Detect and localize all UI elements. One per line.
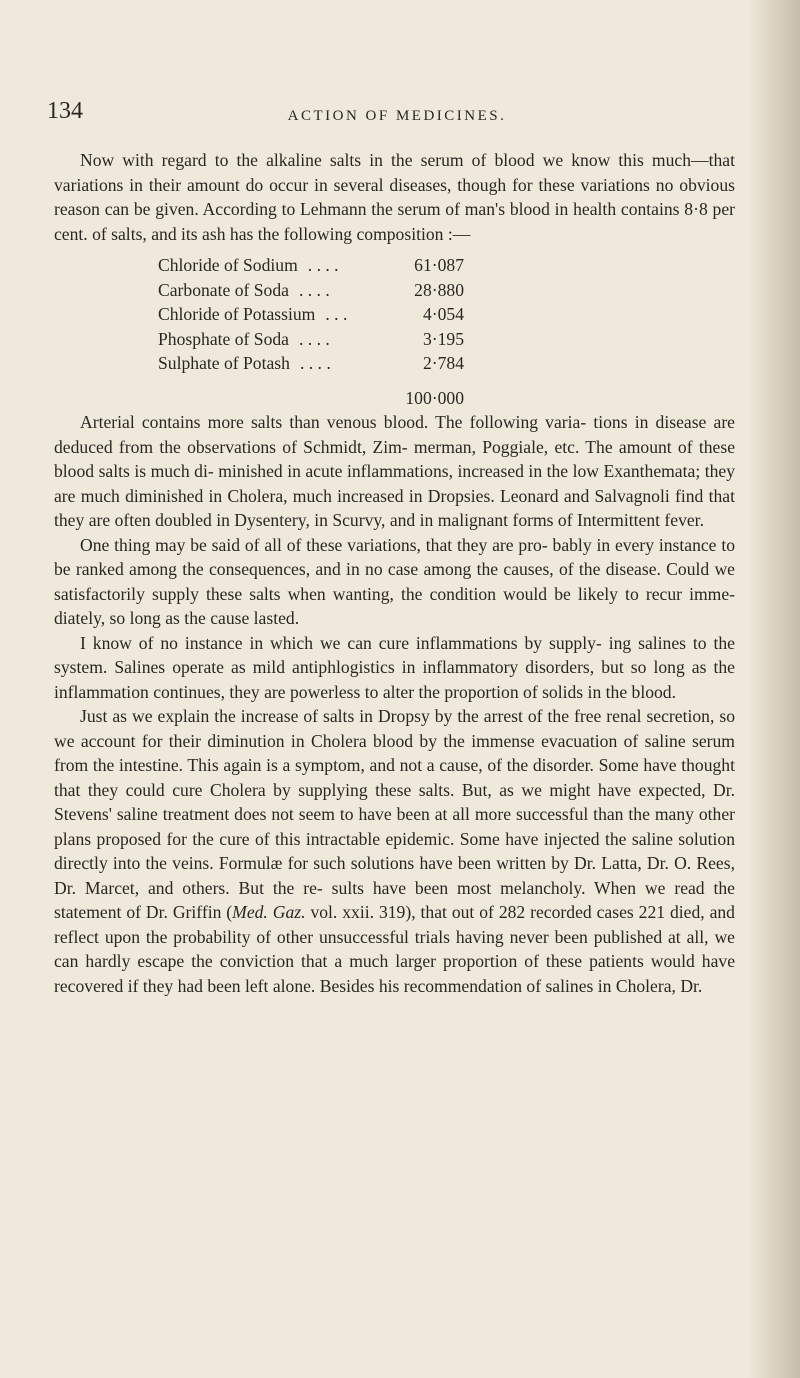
composition-total-value: 100·000 [405, 387, 464, 408]
salt-percentage: 4·054 [422, 304, 464, 324]
salt-name [158, 351, 386, 376]
cholera-text-part-2: vol. xxii. 319), that out of 282 recorded cases 221 died, and reflect upon the probability of other unsuccessful trials having never been published at all, we can hardly escape the conviction that a much larger proportion of these patients would have recovered if they had been left alone. Besides his recommendation of salines in Cholera, Dr. [54, 902, 735, 996]
composition-row [158, 351, 464, 376]
paragraph-inflammations: I know of no instance in which we can cure inflammations by supply- ing salines to the system. Salines operate as mild antiphlogistics in inflammatory disorders, but so long as the inflammation continues, they are powerless to alter the proportion of solids in the blood. [54, 632, 735, 702]
running-head: ACTION OF MEDICINES. [287, 108, 507, 124]
ash-composition-table [158, 253, 464, 410]
salt-percentage: 61·087 [414, 255, 464, 275]
salt-name-text: Carbonate of Soda [158, 279, 289, 300]
composition-row [158, 278, 464, 303]
dot-leader: . . . . [299, 353, 331, 373]
paragraph-cholera [54, 704, 735, 998]
cholera-text-part-1: Just as we explain the increase of salts in Dropsy by the arrest of the free renal secretion, so we account for their diminution in Cholera blood by the immense evacuation of saline serum from the intestine. This again is a symptom, and not a cause, of the disorder. Some have thought that they could cure Cholera by supplying these salts. But, as we might have expected, Dr. Stevens' saline treatment does not seem to have been at all more successful than the many other plans proposed for the cure of this intractable epidemic. Some have injected the saline solution directly into the veins. Formulæ for such solutions have been written by Dr. Latta, Dr. O. Rees, Dr. Marcet, and others. But the re- sults have been most melancholy. When we read the statement of Dr. Griffin ( [54, 706, 735, 922]
salt-name-text: Phosphate of Soda [158, 328, 289, 349]
paragraph-consequences: One thing may be said of all of these variations, that they are pro- bably in every instance to be ranked among the consequences, and in no case among the causes, of the disease. Could we satisfactorily supply these salts when wanting, the condition would be likely to recur imme- diately, so long as the cause lasted. [54, 534, 735, 628]
salt-name [158, 327, 386, 352]
dot-leader: . . . . [298, 328, 330, 349]
salt-name [158, 302, 386, 327]
dot-leader: . . . . [307, 255, 339, 275]
dot-leader: . . . [325, 304, 348, 324]
body-text [54, 148, 735, 998]
salt-percentage: 2·784 [422, 353, 464, 373]
page-edge-shadow [748, 0, 800, 1378]
paragraph-intro: Now with regard to the alkaline salts in the serum of blood we know this much—that variations in their amount do occur in several diseases, though for these variations no obvious reason can be given. According to Lehmann the serum of man's blood in health contains 8·8 per cent. of salts, and its ash has the following composition :— [54, 150, 735, 244]
salt-name-text: Chloride of Sodium [158, 255, 298, 275]
salt-name-text: Sulphate of Potash [158, 353, 290, 373]
paragraph-variations: Arterial contains more salts than venous blood. The following varia- tions in disease are deduced from the observations of Schmidt, Zim- merman, Poggiale, etc. The amount of these blood salts is much di- minished in acute inflammations, increased in the low Exanthemata; they are much diminished in Cholera, much increased in Dropsies. Leonard and Salvagnoli find that they are often doubled in Dysentery, in Scurvy, and in malignant forms of Intermittent fever. [54, 412, 735, 530]
dot-leader: . . . . [298, 279, 330, 300]
salt-percentage: 28·880 [414, 279, 464, 300]
composition-row [158, 302, 464, 327]
composition-row [158, 327, 464, 352]
salt-percentage: 3·195 [422, 328, 464, 349]
salt-name-text: Chloride of Potassium [158, 304, 316, 324]
journal-reference: Med. Gaz. [232, 902, 306, 922]
composition-total-row [158, 376, 464, 411]
salt-name [158, 253, 386, 278]
page-number: 134 [47, 98, 83, 124]
salt-name [158, 278, 386, 303]
composition-row [158, 253, 464, 278]
page-header [47, 98, 747, 138]
